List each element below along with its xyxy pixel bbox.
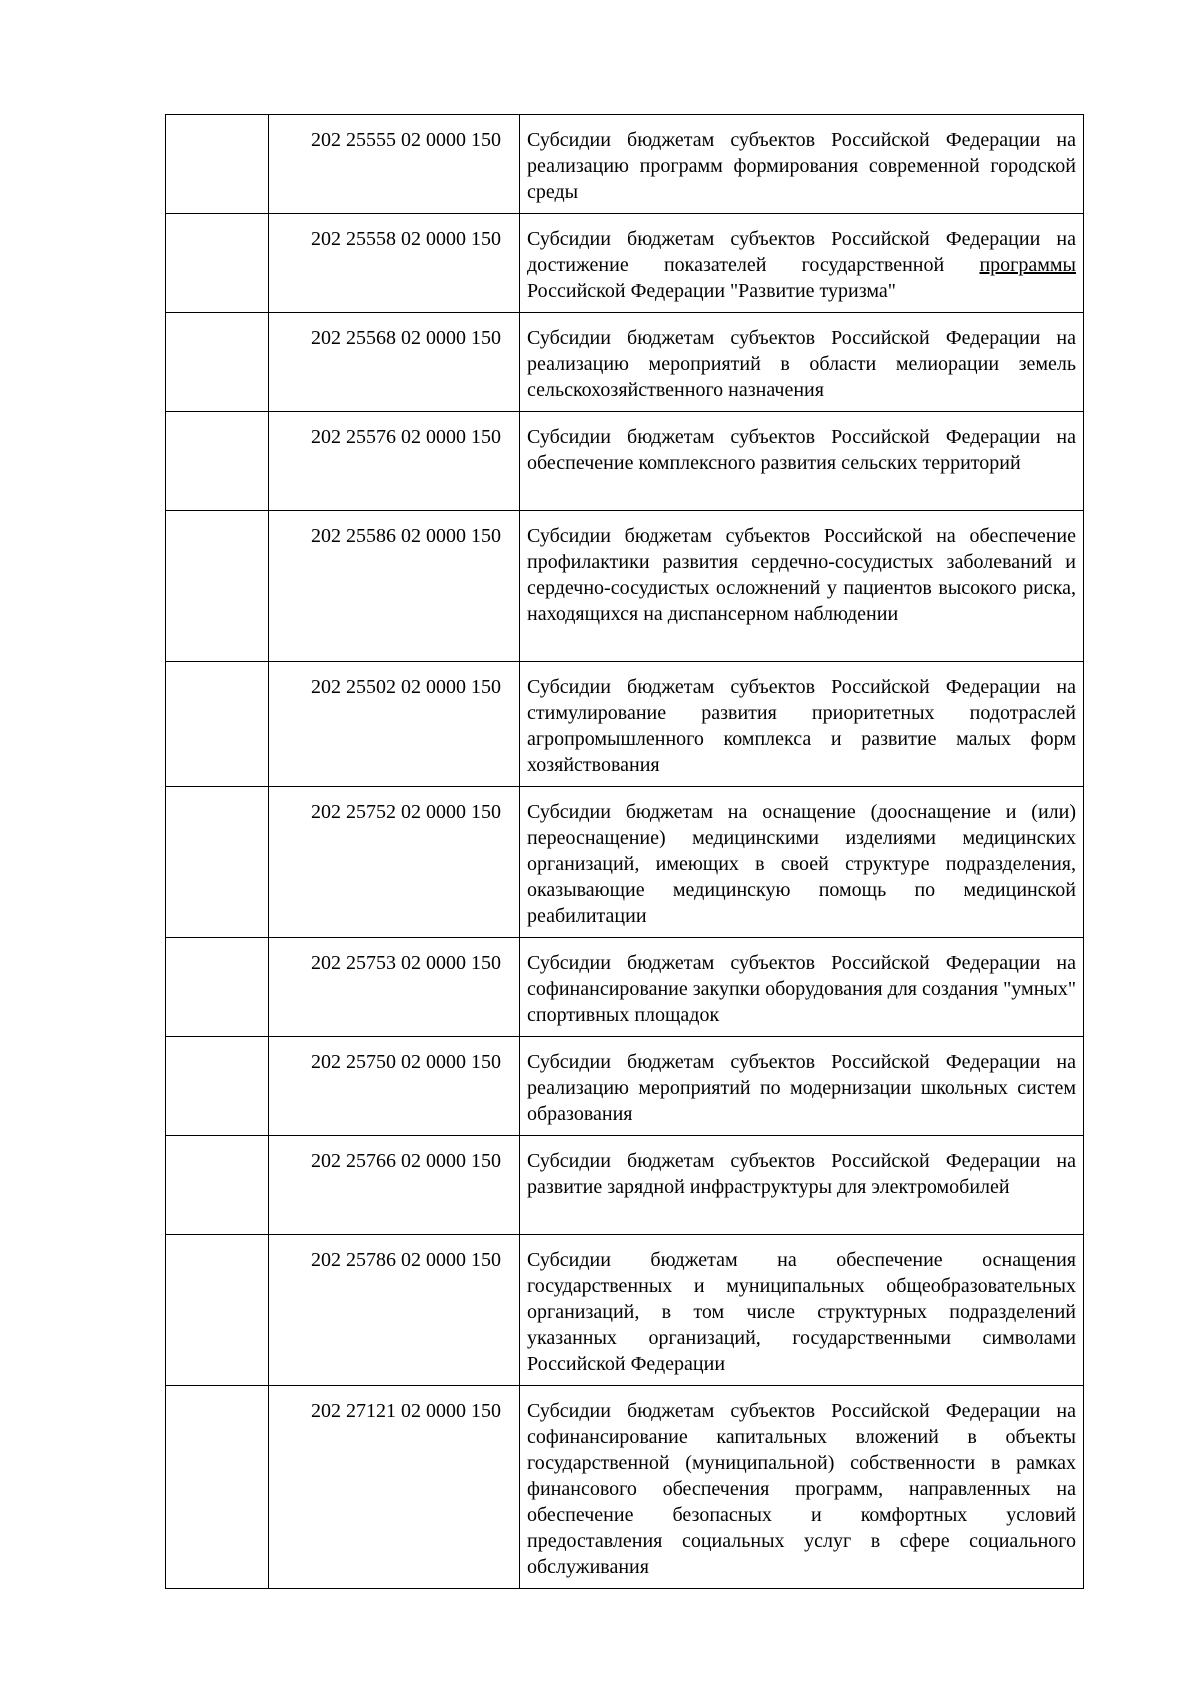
description-cell: Субсидии бюджетам на оснащение (дооснащение и (или) переоснащение) медицинскими изделиями медицинских организаций, имеющих в своей структуре подразделения, оказывающие медицинскую помощь по медицинской реабилитации xyxy=(520,787,1084,938)
code-cell: 202 25576 02 0000 150 xyxy=(269,412,520,511)
code-cell: 202 25753 02 0000 150 xyxy=(269,938,520,1037)
code-cell: 202 25502 02 0000 150 xyxy=(269,662,520,787)
description-cell: Субсидии бюджетам субъектов Российской Федерации на реализацию мероприятий в области мелиорации земель сельскохозяйственного назначения xyxy=(520,313,1084,412)
table-row xyxy=(166,1037,1084,1136)
blank-cell xyxy=(166,787,269,938)
code-cell: 202 25568 02 0000 150 xyxy=(269,313,520,412)
code-cell: 202 25586 02 0000 150 xyxy=(269,511,520,662)
blank-cell xyxy=(166,214,269,313)
description-cell: Субсидии бюджетам субъектов Российской Федерации на реализацию мероприятий по модернизации школьных систем образования xyxy=(520,1037,1084,1136)
code-cell: 202 27121 02 0000 150 xyxy=(269,1386,520,1589)
code-cell: 202 25786 02 0000 150 xyxy=(269,1235,520,1386)
table-row xyxy=(166,115,1084,214)
table-row xyxy=(166,313,1084,412)
code-cell: 202 25766 02 0000 150 xyxy=(269,1136,520,1235)
table-row xyxy=(166,938,1084,1037)
description-cell: Субсидии бюджетам субъектов Российской Федерации на реализацию программ формирования современной городской среды xyxy=(520,115,1084,214)
table-row xyxy=(166,1235,1084,1386)
description-cell: Субсидии бюджетам субъектов Российской Федерации на обеспечение комплексного развития сельских территорий xyxy=(520,412,1084,511)
table-row xyxy=(166,1386,1084,1589)
table-row xyxy=(166,1136,1084,1235)
description-cell: Субсидии бюджетам субъектов Российской Федерации на софинансирование капитальных вложений в объекты государственной (муниципальной) собственности в рамках финансового обеспечения программ, направленных на обеспечение безопасных и комфортных условий предоставления социальных услуг в сфере социального обслуживания xyxy=(520,1386,1084,1589)
blank-cell xyxy=(166,115,269,214)
table-row xyxy=(166,214,1084,313)
description-cell: Субсидии бюджетам на обеспечение оснащения государственных и муниципальных общеобразовательных организаций, в том числе структурных подразделений указанных организаций, государственными символами Российской Федерации xyxy=(520,1235,1084,1386)
description-cell: Субсидии бюджетам субъектов Российской Федерации на развитие зарядной инфраструктуры для электромобилей xyxy=(520,1136,1084,1235)
blank-cell xyxy=(166,412,269,511)
blank-cell xyxy=(166,1037,269,1136)
description-text: Российской Федерации "Развитие туризма" xyxy=(527,280,896,302)
blank-cell xyxy=(166,313,269,412)
code-cell: 202 25555 02 0000 150 xyxy=(269,115,520,214)
table-row xyxy=(166,787,1084,938)
code-cell: 202 25752 02 0000 150 xyxy=(269,787,520,938)
table-row xyxy=(166,511,1084,662)
code-cell: 202 25750 02 0000 150 xyxy=(269,1037,520,1136)
table-row xyxy=(166,412,1084,511)
description-text: Субсидии бюджетам субъектов Российской Федерации на достижение показателей государственной xyxy=(527,228,1076,276)
code-cell: 202 25558 02 0000 150 xyxy=(269,214,520,313)
blank-cell xyxy=(166,511,269,662)
description-cell: Субсидии бюджетам субъектов Российской Федерации на софинансирование закупки оборудования для создания "умных" спортивных площадок xyxy=(520,938,1084,1037)
blank-cell xyxy=(166,1136,269,1235)
blank-cell xyxy=(166,1235,269,1386)
description-cell xyxy=(520,214,1084,313)
description-cell: Субсидии бюджетам субъектов Российской на обеспечение профилактики развития сердечно-сосудистых заболеваний и сердечно-сосудистых осложнений у пациентов высокого риска, находящихся на диспансерном наблюдении xyxy=(520,511,1084,662)
description-cell: Субсидии бюджетам субъектов Российской Федерации на стимулирование развития приоритетных подотраслей агропромышленного комплекса и развитие малых форм хозяйствования xyxy=(520,662,1084,787)
blank-cell xyxy=(166,662,269,787)
blank-cell xyxy=(166,938,269,1037)
blank-cell xyxy=(166,1386,269,1589)
program-link[interactable]: программы xyxy=(979,254,1076,276)
budget-codes-table xyxy=(165,114,1084,1589)
table-row xyxy=(166,662,1084,787)
